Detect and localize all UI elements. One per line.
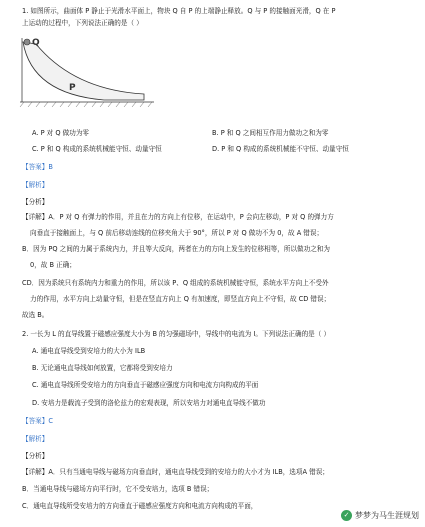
curved-block-diagram [14,34,164,114]
q2-option-b: B. 无论通电直导线如何放置，它都将受到安培力 [32,364,173,372]
q1-stem-line2: 上运动的过程中，下列说法正确的是（ ） [22,19,143,27]
q2-option-a: A. 通电直导线受到安培力的大小为 ILB [32,347,146,355]
q1-option-a: A. P 对 Q 做功为零 [32,129,90,137]
q2-detail-line1: 【详解】A．只有当通电导线与磁场方向垂直时，通电直导线受到的安培力的大小才为 ILB，选项A 错误； [22,468,329,476]
wechat-icon: ✓ [341,510,352,521]
q1-detail-line5: CD．因为系统只有系统内力和重力的作用，所以该 P、Q 组成的系统机械能守恒，系统水平方向上不受外 [22,279,329,287]
q1-option-d: D. P 和 Q 构成的系统机械能不守恒、动量守恒 [212,145,349,153]
block-q-shape [24,39,30,45]
q2-stem: 2. 一长为 L 的直导线置于磁感应强度大小为 B 的匀强磁场中，导线中的电流为 I。下列说法正确的是（ ） [22,330,331,338]
q2-detail-line2: B．当通电导线与磁场方向平行时，它不受安培力，选项 B 错误； [22,485,214,493]
q1-fenxi-label: 【分析】 [22,198,49,206]
q2-analysis-label: 【解析】 [22,435,49,443]
label-q: Q [32,38,40,48]
q1-detail-line1: 【详解】A．P 对 Q 有弹力的作用，并且在力的方向上有位移，在运动中，P 会向左移动，P 对 Q 的弹力方 [22,213,334,221]
q1-analysis-label: 【解析】 [22,181,49,189]
q1-option-b: B. P 和 Q 之间相互作用力做功之和为零 [212,129,329,137]
q2-option-c: C. 通电直导线所受安培力的方向垂直于磁感应强度方向和电流方向构成的平面 [32,381,259,389]
q1-detail-line3: B．因为 PQ 之间的力属于系统内力，并且等大反向，两者在力的方向上发生的位移相等，所以做功之和为 [22,245,331,253]
watermark-text: 梦梦为马生涯规划 [355,510,419,520]
q1-figure [14,34,164,114]
q1-answer: 【答案】B [22,163,53,171]
q1-option-c: C. P 和 Q 构成的系统机械能守恒、动量守恒 [32,145,162,153]
q1-detail-line4: 0，故 B 正确； [30,261,76,269]
q1-detail-line6: 力的作用，水平方向上动量守恒，但是在竖直方向上 Q 有加速度，即竖直方向上不守恒，故 CD 错误； [30,295,331,303]
q2-option-d: D. 安培力是载流子受到的洛伦兹力的宏观表现，所以安培力对通电直导线不做功 [32,399,266,407]
q2-answer: 【答案】C [22,417,53,425]
q1-detail-line2: 向垂直于接触面上，与 Q 前后移动连线的位移夹角大于 90°，所以 P 对 Q 做功不为 0，故 A 错误； [30,229,324,237]
q1-detail-line7: 故选 B。 [22,311,49,319]
q2-fenxi-label: 【分析】 [22,452,49,460]
label-p: P [69,83,76,93]
q1-stem-line1: 1. 如图所示，曲面体 P 静止于光滑水平面上，物块 Q 自 P 的上端静止释放。Q 与 P 的接触面光滑，Q 在 P [22,7,336,15]
watermark [341,510,419,521]
q2-detail-line3: C．通电直导线所受安培力的方向垂直于磁感应强度方向和电流方向构成的平面， [22,502,258,510]
